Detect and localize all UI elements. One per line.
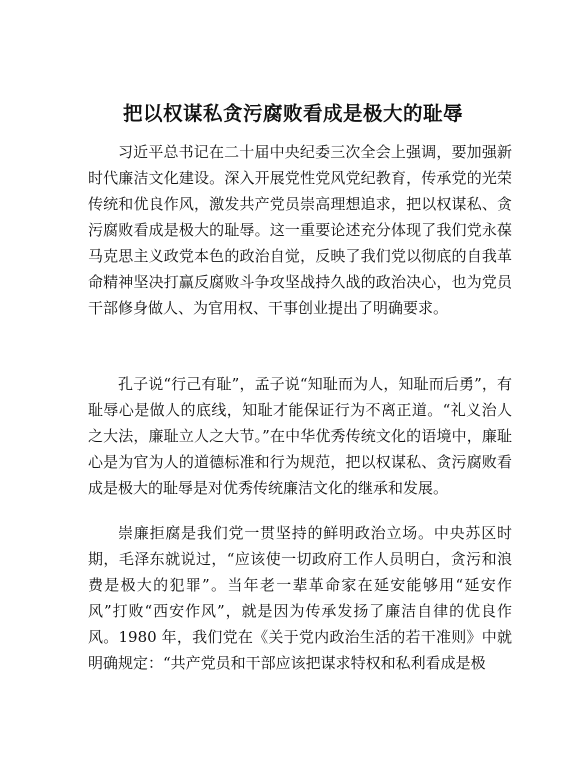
paragraph-3: 崇廉拒腐是我们党一贯坚持的鲜明政治立场。中央苏区时期，毛泽东就说过，“应该使一切政府工作人员明白，贪污和浪费是极大的犯罪”。当年老一辈革命家在延安能够用“延安作风”打败“西安作风”，就是因为传承发扬了廉洁自律的优良作风。1980 年，我们党在《关于党内政治生活的若干准则》中就明确规定：“共产党员和干部应该把谋求特权和私利看成是极 bbox=[88, 524, 512, 672]
document-title: 把以权谋私贪污腐败看成是极大的耻辱 bbox=[122, 102, 463, 125]
paragraph-1: 习近平总书记在二十届中央纪委三次全会上强调，要加强新时代廉洁文化建设。深入开展党性党风党纪教育，传承党的光荣传统和优良作风，激发共产党员崇高理想追求，把以权谋私、贪污腐败看成是极大的耻辱。这一重要论述充分体现了我们党永葆马克思主义政党本色的政治自觉，反映了我们党以彻底的自我革命精神坚决打赢反腐败斗争攻坚战持久战的政治决心，也为党员干部修身做人、为官用权、干事创业提出了明确要求。 bbox=[88, 143, 512, 317]
paragraph-2: 孔子说“行己有耻”，孟子说“知耻而为人，知耻而后勇”，有耻辱心是做人的底线，知耻才能保证行为不离正道。“礼义治人之大法，廉耻立人之大节。”在中华优秀传统文化的语境中，廉耻心是为官为人的道德标准和行为规范，把以权谋私、贪污腐败看成是极大的耻辱是对优秀传统廉洁文化的继承和发展。 bbox=[88, 375, 512, 497]
